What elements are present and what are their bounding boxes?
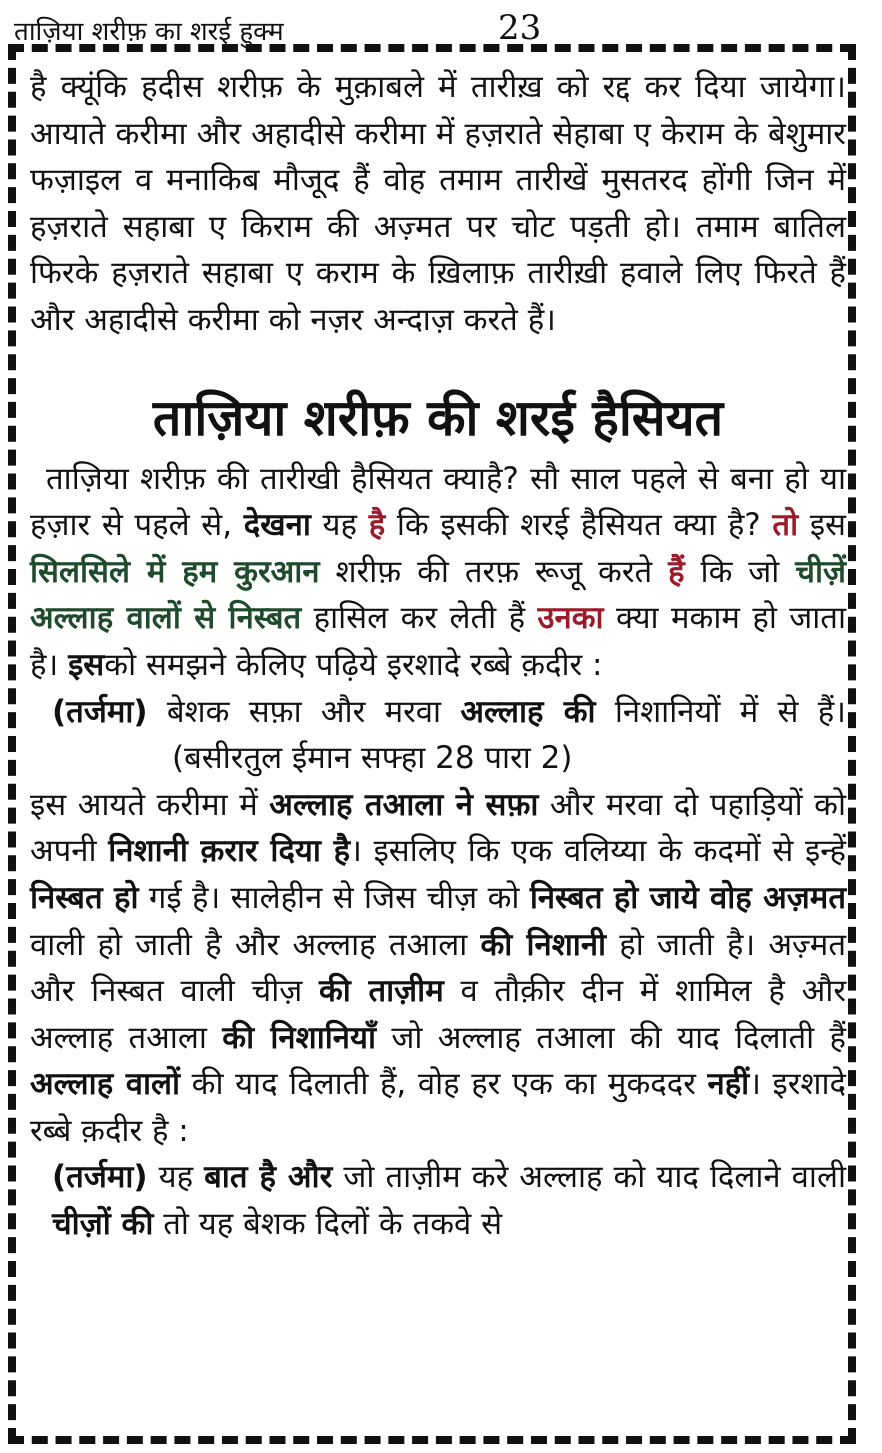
text-span: बेशक सफ़ा और मरवा bbox=[147, 693, 461, 730]
emphasis-span: अल्लाह की bbox=[460, 693, 596, 730]
emphasis-span: की ताज़ीम bbox=[318, 973, 444, 1010]
running-title: ताज़िया शरीफ़ का शरई हुक्म bbox=[14, 17, 284, 47]
emphasis-span: उनका bbox=[537, 600, 604, 637]
emphasis-span: इस bbox=[68, 646, 105, 683]
emphasis-span: है bbox=[368, 507, 386, 544]
running-head bbox=[14, 6, 614, 46]
emphasis-span: अल्लाह तआला ने सफ़ा bbox=[269, 786, 539, 823]
paragraph-status-question bbox=[30, 456, 846, 689]
section-heading: ताज़िया शरीफ़ की शरई हैसियत bbox=[152, 388, 724, 447]
paragraph-safa-marwa bbox=[30, 782, 846, 1155]
quote-citation: (बसीरतुल ईमान सफ्हा 28 पारा 2) bbox=[172, 740, 573, 777]
emphasis-span: तो bbox=[772, 507, 799, 544]
translation-quote-1 bbox=[30, 689, 846, 782]
translation-quote-2 bbox=[30, 1154, 846, 1247]
text-span: यह bbox=[147, 1159, 205, 1196]
emphasis-span: चीज़ें अल्लाह वालों से निस्बत bbox=[30, 553, 846, 637]
text-span: गई है। सालेहीन से जिस चीज़ को bbox=[138, 879, 530, 916]
text-span: कि जो bbox=[684, 553, 796, 590]
emphasis-span: हैं bbox=[668, 553, 685, 590]
emphasis-span: देखना bbox=[243, 507, 311, 544]
paragraph-history-rejection: है क्यूंकि हदीस शरीफ़ के मुक़ाबले में तारीख़ को रद्द कर दिया जायेगा। आयाते करीमा और अहादीसे करीमा में हज़राते सेहाबा ए केराम के बेशुमार फज़ाइल व मनाकिब मौजूद हैं वोह तमाम तारीखें मुसतरद होंगी जिन में हज़राते सहाबा ए किराम की अज़्मत पर चोट पड़ती हो। तमाम बातिल फिरके हज़राते सहाबा ए कराम के ख़िलाफ़ तारीख़ी हवाले लिए फिरते हैं और अहादीसे करीमा को नज़र अन्दाज़ करते हैं। bbox=[30, 69, 846, 338]
emphasis-span: निस्बत हो जाये वोह अज़मत bbox=[529, 879, 846, 916]
text-span: हो जाती है। अज़्मत और निस्बत वाली चीज़ bbox=[30, 926, 846, 1010]
text-span: शरीफ़ की तरफ़ रूजू करते bbox=[319, 553, 669, 590]
page-number: 23 bbox=[498, 8, 542, 48]
emphasis-span: अल्लाह वालों bbox=[30, 1066, 181, 1103]
text-span: । इरशादे रब्बे क़दीर है : bbox=[30, 1066, 847, 1149]
emphasis-span: की निशानियाँ bbox=[222, 1019, 376, 1056]
text-span: क्या मकाम हो जाता है। bbox=[30, 600, 847, 683]
translation-label: (तर्जमा) bbox=[52, 693, 148, 730]
text-span: जो ताज़ीम करे अल्लाह को याद दिलाने वाली bbox=[332, 1159, 846, 1196]
text-span: को समझने केलिए पढ़िये इरशादे रब्बे क़दीर : bbox=[104, 646, 603, 683]
text-span: निशानियों में से हैं। bbox=[595, 693, 846, 730]
emphasis-span: की निशानी bbox=[480, 926, 607, 963]
text-span: इस bbox=[798, 507, 846, 544]
text-span: यह bbox=[310, 507, 369, 544]
text-span: वाली हो जाती है और अल्लाह तआला bbox=[30, 926, 481, 963]
page-body bbox=[30, 64, 846, 1248]
emphasis-span: निशानी क़रार दिया है bbox=[108, 833, 351, 870]
text-span: ताज़िया शरीफ़ की तारीखी हैसियत क्याहै? सौ साल पहले से बना हो या हज़ार से पहले से, bbox=[30, 460, 846, 544]
text-span: और मरवा दो पहाड़ियों को अपनी bbox=[30, 786, 846, 870]
text-span: हासिल कर लेती हैं bbox=[301, 600, 538, 637]
emphasis-span: चीज़ों की bbox=[52, 1206, 154, 1243]
text-span: तो यह बेशक दिलों के तकवे से bbox=[153, 1206, 503, 1243]
text-span: की याद दिलाती हैं, वोह हर एक का मुकददर bbox=[180, 1066, 708, 1103]
translation-label: (तर्जमा) bbox=[52, 1159, 148, 1196]
emphasis-span: निस्बत हो bbox=[30, 879, 139, 916]
emphasis-span: बात है और bbox=[204, 1159, 333, 1196]
text-span: इस आयते करीमा में bbox=[30, 786, 270, 823]
emphasis-span: नहीं bbox=[707, 1066, 750, 1103]
text-span: । इसलिए कि एक वलिय्या के कदमों से इन्हें bbox=[350, 833, 846, 870]
text-span: जो अल्लाह तआला की याद दिलाती हैं bbox=[375, 1019, 847, 1056]
emphasis-span: सिलसिले में हम कुरआन bbox=[30, 553, 320, 590]
text-span: कि इसकी शरई हैसियत क्या है? bbox=[385, 507, 773, 544]
text-span: व तौक़ीर दीन में शामिल है और अल्लाह तआला bbox=[30, 973, 846, 1056]
